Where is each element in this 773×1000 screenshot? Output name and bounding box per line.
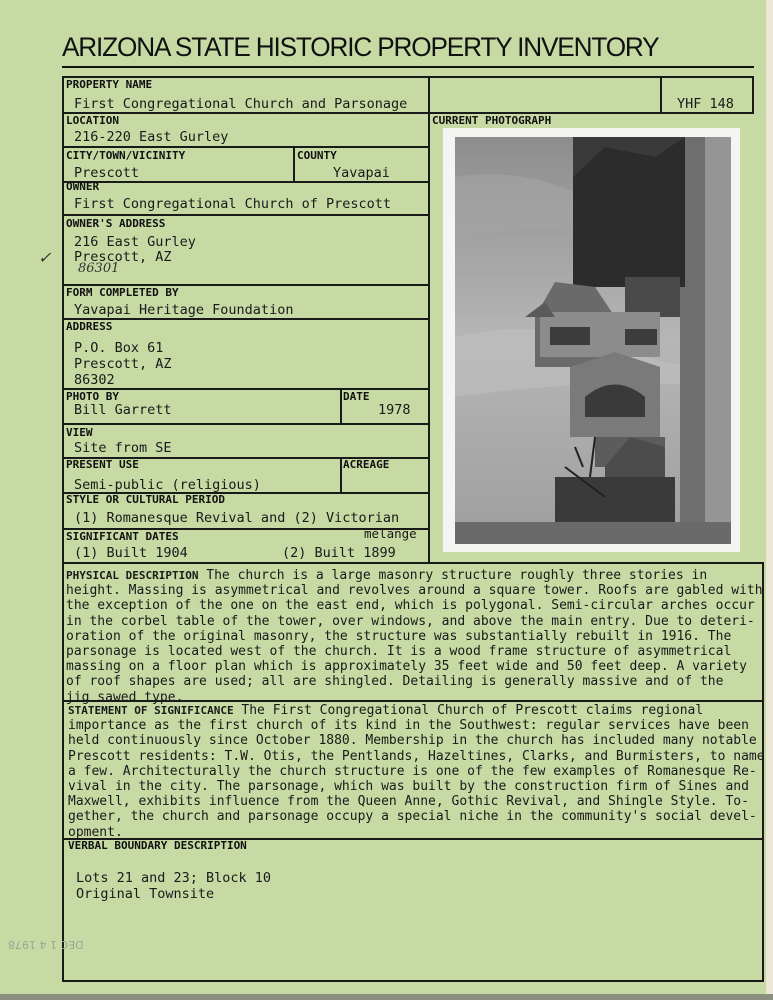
physical-description-label: PHYSICAL DESCRIPTION bbox=[66, 569, 199, 582]
acreage-label: ACREAGE bbox=[343, 458, 390, 471]
statement-of-significance bbox=[68, 703, 765, 840]
view-label: VIEW bbox=[66, 426, 93, 439]
county-value: Yavapai bbox=[333, 165, 390, 181]
significance-label: STATEMENT OF SIGNIFICANCE bbox=[68, 704, 234, 717]
significant-date-2: (2) Built 1899 bbox=[282, 545, 396, 561]
form-completed-label: FORM COMPLETED BY bbox=[66, 286, 179, 299]
city-label: CITY/TOWN/VICINITY bbox=[66, 149, 186, 162]
city-value: Prescott bbox=[74, 165, 140, 181]
significance-line: opment. bbox=[68, 824, 123, 840]
address-label: ADDRESS bbox=[66, 320, 113, 333]
date-label: DATE bbox=[343, 390, 370, 403]
form-title: ARIZONA STATE HISTORIC PROPERTY INVENTORY bbox=[62, 32, 659, 62]
physical-description-line: height. Massing is asymmetrical and revolves around a square tower. Roofs are gabled with bbox=[66, 583, 763, 599]
owner-label: OWNER bbox=[66, 180, 100, 193]
scan-bottom-edge bbox=[0, 994, 773, 1000]
location-label: LOCATION bbox=[66, 114, 119, 127]
title-underline bbox=[62, 66, 754, 68]
paper-edge bbox=[766, 0, 773, 1000]
style-value: (1) Romanesque Revival and (2) Victorian bbox=[74, 510, 400, 526]
property-name-value: First Congregational Church and Parsonage bbox=[74, 96, 408, 112]
verbal-boundary-line1: Lots 21 and 23; Block 10 bbox=[76, 870, 272, 886]
rule bbox=[428, 76, 754, 78]
verbal-boundary-label: VERBAL BOUNDARY DESCRIPTION bbox=[68, 839, 247, 852]
county-label: COUNTY bbox=[297, 149, 337, 162]
present-use-label: PRESENT USE bbox=[66, 458, 139, 471]
significance-line: vival in the city. The parsonage, which was built by the construction firm of Sines and bbox=[68, 779, 749, 795]
physical-description-line: oration of the original masonry, the structure was substantially rebuilt in 1916. The bbox=[66, 628, 732, 644]
inventory-number: YHF 148 bbox=[677, 96, 734, 112]
physical-description bbox=[66, 568, 763, 705]
significant-dates-label: SIGNIFICANT DATES bbox=[66, 530, 179, 543]
rule bbox=[340, 457, 342, 493]
physical-description-line: of roof shapes are used; all are shingled. Detailing is generally massive and of the bbox=[66, 674, 724, 690]
rule bbox=[62, 214, 430, 216]
rule bbox=[62, 146, 430, 148]
current-photo-label: CURRENT PHOTOGRAPH bbox=[432, 114, 552, 127]
handwritten-zip: 86301 bbox=[78, 261, 120, 276]
rule bbox=[752, 76, 754, 112]
owner-value: First Congregational Church of Prescott bbox=[74, 196, 391, 212]
significance-line: Maxwell, exhibits influence from the Queen Anne, Gothic Revival, and Shingle Style. To- bbox=[68, 794, 749, 810]
style-label: STYLE OR CULTURAL PERIOD bbox=[66, 493, 225, 506]
view-value: Site from SE bbox=[74, 440, 172, 456]
owner-address-label: OWNER'S ADDRESS bbox=[66, 217, 166, 230]
physical-description-line: jig sawed type. bbox=[66, 689, 184, 705]
physical-description-line: the exception of the one on the east end, which is polygonal. Semi-circular arches occur bbox=[66, 598, 755, 614]
significance-line: Prescott residents: T.W. Otis, the Pentlands, Hazeltines, Clarks, and Burmisters, to name bbox=[68, 748, 765, 764]
physical-description-line: The church is a large masonry structure roughly three stories in bbox=[198, 568, 708, 583]
address-line2: Prescott, AZ bbox=[74, 356, 172, 372]
church-photograph bbox=[455, 137, 731, 544]
rule bbox=[340, 388, 342, 424]
present-use-value: Semi-public (religious) bbox=[74, 477, 261, 493]
significance-line: a few. Architecturally the church structure is one of the few examples of Romanesque Re- bbox=[68, 763, 757, 779]
address-line3: 86302 bbox=[74, 372, 115, 388]
check-mark: ✓ bbox=[38, 248, 52, 267]
rule bbox=[660, 76, 662, 112]
physical-description-line: massing on a floor plan which is approximately 35 feet wide and 50 feet deep. A variety bbox=[66, 659, 747, 675]
rule bbox=[293, 146, 295, 182]
frame-bottom bbox=[62, 980, 764, 982]
form-completed-value: Yavapai Heritage Foundation bbox=[74, 302, 294, 318]
property-name-label: PROPERTY NAME bbox=[66, 78, 153, 91]
rule bbox=[62, 423, 430, 425]
significance-line: gether, the church and parsonage occupy a special niche in the community's social devel- bbox=[68, 809, 757, 825]
owner-address-line1: 216 East Gurley bbox=[74, 234, 196, 250]
verbal-boundary-line2: Original Townsite bbox=[76, 886, 215, 902]
physical-description-line: in the corbel table of the tower, over windows, and above the main entry. Due to deteri- bbox=[66, 613, 755, 629]
significance-line: held continuously since October 1880. Membership in the church has included many notable bbox=[68, 733, 757, 749]
rule bbox=[62, 318, 430, 320]
style-overflow: melange bbox=[364, 526, 417, 541]
rule bbox=[62, 562, 764, 564]
owner-address-line2: Prescott, AZ bbox=[74, 249, 172, 265]
photo-by-value: Bill Garrett bbox=[74, 402, 172, 418]
physical-description-line: parsonage is located west of the church. It is a wood frame structure of asymmetrical bbox=[66, 644, 732, 660]
location-value: 216-220 East Gurley bbox=[74, 129, 229, 145]
date-value: 1978 bbox=[378, 402, 411, 418]
received-stamp: DEC 1 4 1978 bbox=[8, 938, 84, 951]
photo-by-label: PHOTO BY bbox=[66, 390, 119, 403]
address-line1: P.O. Box 61 bbox=[74, 340, 164, 356]
significant-date-1: (1) Built 1904 bbox=[74, 545, 188, 561]
rule bbox=[62, 181, 430, 183]
significance-line: The First Congregational Church of Prescott claims regional bbox=[233, 703, 704, 718]
significance-line: importance as the first church of its kind in the Southwest: regular services have been bbox=[68, 718, 749, 734]
